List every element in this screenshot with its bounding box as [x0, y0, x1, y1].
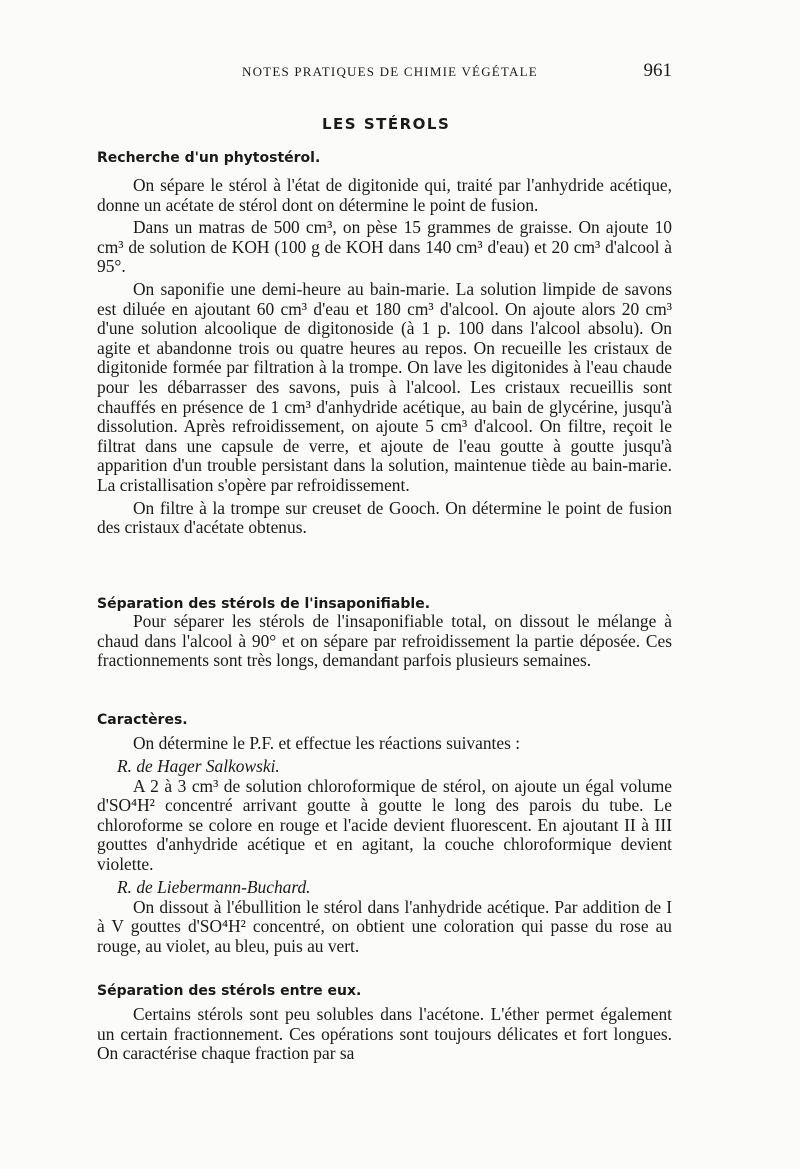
section-body-phytosterol — [97, 176, 672, 538]
running-title: NOTES PRATIQUES DE CHIMIE VÉGÉTALE — [242, 64, 538, 79]
reaction-title: R. de Liebermann-Buchard. — [117, 876, 311, 897]
section-body-insaponifiable — [97, 612, 672, 671]
section-heading-caracteres: Caractères. — [97, 712, 188, 728]
section-heading-entre-eux: Séparation des stérols entre eux. — [97, 983, 362, 999]
paragraph: A 2 à 3 cm³ de solution chloroformique de stérol, on ajoute un égal volume d'SO⁴H² concentré arrivant goutte à goutte le long des parois du tube. Le chloroforme se colore en rouge et l'acide devient fluorescent. En ajoutant II à III gouttes d'anhydride acétique et en agitant, la couche chloroformique devient violette. — [97, 775, 672, 874]
chapter-title: LES STÉROLS — [322, 115, 451, 133]
paragraph: Certains stérols sont peu solubles dans l'acétone. L'éther permet également un certain fractionnement. Ces opérations sont toujours délicates et fort longues. On caractérise chaque fraction par sa — [97, 1004, 672, 1064]
paragraph: On filtre à la trompe sur creuset de Gooch. On détermine le point de fusion des cristaux d'acétate obtenus. — [97, 497, 672, 538]
paragraph: On détermine le P.F. et effectue les réactions suivantes : — [133, 733, 521, 753]
paragraph: On saponifie une demi-heure au bain-marie. La solution limpide de savons est diluée en ajoutant 60 cm³ d'eau et 180 cm³ d'alcool. On ajoute alors 20 cm³ d'une solution alcoolique de digitonoside (à 1 p. 100 dans l'alcool absolu). On agite et abandonne trois ou quatre heures au repos. On recueille les cristaux de digitonide formée par filtration à la trompe. On lave les digitonides à l'eau chaude pour les débarrasser des savons, puis à l'alcool. Les cristaux recueillis sont chauffés en présence de 1 cm³ d'anhydride acétique, au bain de glycérine, jusqu'à dissolution. Après refroidissement, on ajoute 5 cm³ d'alcool. On filtre, reçoit le filtrat dans une capsule de verre, et ajoute de l'eau goutte à goutte jusqu'à apparition d'un trouble persistant dans la solution, maintenue tiède au bain-marie. La cristallisation s'opère par refroidissement. — [97, 278, 672, 495]
paragraph: Dans un matras de 500 cm³, on pèse 15 grammes de graisse. On ajoute 10 cm³ de solution de KOH (100 g de KOH dans 140 cm³ d'eau) et 20 cm³ d'alcool à 95°. — [97, 217, 672, 277]
section-heading-insaponifiable: Séparation des stérols de l'insaponifiable. — [97, 596, 431, 612]
section-body-caracteres — [97, 734, 672, 956]
reaction-title: R. de Hager Salkowski. — [117, 755, 280, 776]
section-body-entre-eux — [97, 1005, 672, 1064]
section-heading-phytosterol: Recherche d'un phytostérol. — [97, 150, 321, 166]
paragraph: Pour séparer les stérols de l'insaponifiable total, on dissout le mélange à chaud dans l'alcool à 90° et on sépare par refroidissement la partie déposée. Ces fractionnements sont très longs, demandant parfois plusieurs semaines. — [97, 611, 672, 671]
paragraph: On dissout à l'ébullition le stérol dans l'anhydride acétique. Par addition de I à V gouttes d'SO⁴H² concentré, on obtient une coloration qui passe du rose au rouge, au violet, au bleu, puis au vert. — [97, 896, 672, 956]
running-header — [97, 60, 672, 82]
paragraph: On sépare le stérol à l'état de digitonide qui, traité par l'anhydride acétique, donne un acétate de stérol dont on détermine le point de fusion. — [97, 175, 672, 215]
page-number: 961 — [643, 60, 672, 81]
